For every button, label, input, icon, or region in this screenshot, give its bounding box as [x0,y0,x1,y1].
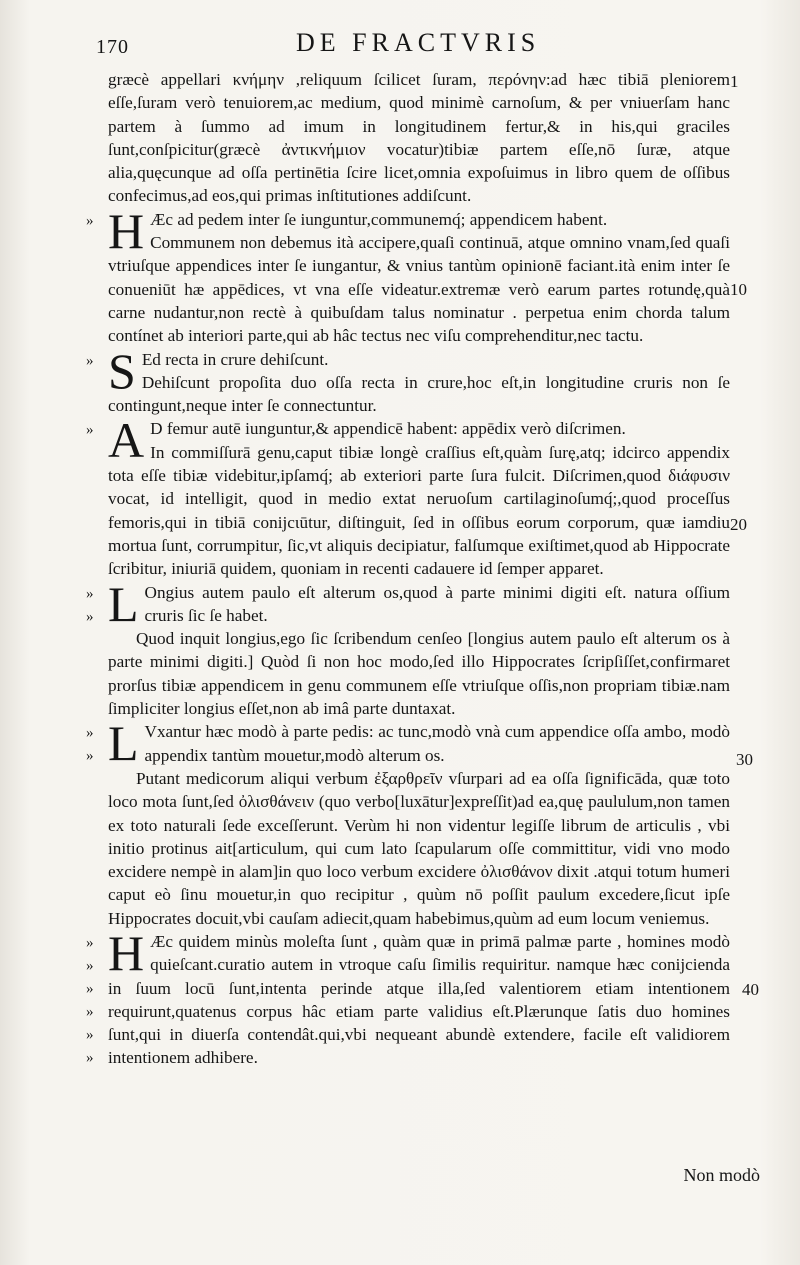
paragraph-1 [108,68,730,208]
drop-capital: L [108,715,139,772]
lemma-text: Ed recta in crure dehiſcunt. [141,349,329,369]
paragraph-text: Dehiſcunt propoſita duo oſſa recta in crure,hoc eſt,in longitudine cruris non ſe contingunt,neque inter ſe connectuntur. [108,372,730,416]
lemma-text: Ongius autem paulo eſt alterum os,quod à parte minimi digiti eſt. natura oſſium cruris ſic ſe habet. [144,582,730,625]
lemma-text: Æc ad pedem inter ſe iunguntur,communemq́; appendicem habent. [150,209,608,229]
paragraph-text: In commiſſurā genu,caput tibiæ longè craſſius eſt,quàm ſurę,atq; idcirco appendix tota eſſe tibiæ videbitur,ipſamq́; ab exteriori parte ſura fulcit. Diſcrimen,quod διάφυσιν vocat, id intelligit, quod in medio extat neruoſum cartilaginoſumq́;,quod proceſſus femoris,qui in tibiā conijcιūtur, diſtinguit, ſed in oſſibus eorum corporum, quæ iamdiu mortua ſunt, corrumpitur, ſic,vt aliquis decipiatur, falſumque exiſtimet,quod ab Hippocrate ſcribitur, iniuriā quidem, quoniam in recenti cadauere id ſemper apparet. [108,442,730,579]
lemma-paragraph-7 [86,715,730,772]
catchword: Non modò [683,1165,760,1185]
quote-marker: » [86,422,94,439]
line-number-40: 40 [742,980,759,999]
quote-marker: » [86,352,94,369]
quote-marker: » [86,748,94,765]
paragraph-text: Communem non debemus ità accipere,quaſi continuā, atque omnino vnam,ſed quaſi vtriuſque appendices inter ſe iungantur, & vnius tantùm opinionē faciant.ità enim inter ſe conueniūt hæ appēdices, vt vna eſſe videatur.extremæ verò earum partes rotundę,quà carne nudantur,non rectè à quibuſdam talus nominatur . perpetua enim chorda talum contínet ab interiori parte,qui ab hâc tectus nec viſu comprehenditur,nec tactu. [108,233,730,346]
drop-capital: A [108,412,145,469]
lemma-paragraph-2 [86,202,730,348]
running-head: DE FRACTVRIS [296,28,541,57]
lemma-text: Vxantur hæc modò à parte pedis: ac tunc,modò vnà cum appendice oſſa ambo, modò appendix tantùm mouetur,modò alterum os. [144,722,730,765]
line-number-30: 30 [736,750,753,769]
quote-marker: » [86,725,94,742]
paragraph-text: Putant medicorum aliqui verbum ἐξαρθρεῖν vſurpari ad ea oſſa ſignificāda, quæ toto loco mota ſunt,ſed ὀλισθάνειν (quo verbo[luxātur]expreſſit)ad ea,quę paululum,non tamen ex toto naturali ſede exceſſerunt. Verùm hi non videntur legiſſe librum de articulis , vbi initio protinus ait[articulum, qui cum lato ſcapularum oſſe committitur, vidi vno modo excidere nempè in alam]in quo loco verbum excidere ὀλισθάνον dixit .atqui totum humeri caput eò ſinu mouetur,in quo recipitur , quùm nō poſſit paulum excedere,ſicut ipſe Hippocrates docuit,vbi cauſam adiecit,quam habebimus,quùm ad eum locum veniemus. [108,768,730,928]
drop-capital: L [108,575,139,632]
quote-marker: » [86,212,94,229]
line-number-20: 20 [730,515,747,534]
line-number-10: 10 [730,280,747,299]
paragraph-text: Quod inquit longius,ego ſic ſcribendum cenſeo [longius autem paulo eſt alterum os à parte minimi digiti.] Quòd ſi non hoc modo,ſed illo Hippocrates ſcripſiſſet,confirmaret prorſus tibiæ appendicem in genu communem eſſe vtriuſque oſſis,non propriam tibiæ.nam ſimpliciter longius eſſet,non ab imâ parte duntaxat. [108,629,730,719]
paragraph-6 [108,627,730,720]
lemma-paragraph-4 [86,412,730,580]
paragraph-8 [108,767,730,930]
drop-capital: H [108,202,145,259]
page-number: 170 [96,36,129,58]
lemma-paragraph-5 [86,575,730,632]
quote-marker: » [86,980,94,997]
lemma-text: D femur autē iunguntur,& appendicē habent: appēdix verò diſcrimen. [150,419,626,439]
page-header [96,28,736,60]
quote-marker: » [86,934,94,951]
paragraph-text: græcè appellari κνήμην ,reliquum ſcilicet ſuram, περόνην:ad hæc tibiā pleniorem eſſe,ſuram verò tenuiorem,ac medium, quod minimè carnoſum, & per vniuerſam hanc partem à ſummo ad imum in longitudinem fertur,& in his,qui graciles ſunt,conſpicitur(græcè ἀντικνήμιον vocatur)tibiæ partem eſſe,nō ſuræ, atque alia,quęcunque ad oſſa pertinētia ſcire licet,omnia expoſuimus in libro quem de oſſibus confecimus,ad eos,qui primas inſtitutiones addiſcunt. [108,70,730,206]
quote-marker: » [86,1026,94,1043]
quote-marker: » [86,957,94,974]
quote-marker: » [86,608,94,625]
drop-capital: H [108,924,145,981]
lemma-paragraph-9 [86,924,730,1070]
lemma-text: Æc quidem minùs moleſta ſunt , quàm quæ in primā palmæ parte , homines modò quieſcant.curatio autem in vtroque caſu ſimilis requiritur. namque hæc conijcienda in ſuum locū ſunt,intenta perinde atque illa,ſed valentiorem etiam intentionem requirunt,quatenus corpus hâc etiam parte validius eſt.Plærunque ſatis duo homines ſunt,qui in diuerſa contendât.qui,vbi nequeant abundè extendere, facile eſt validiorem intentionem adhibere. [108,931,730,1068]
quote-marker: » [86,585,94,602]
quote-marker: » [86,1003,94,1020]
drop-capital: S [108,342,136,399]
line-number-1: 1 [730,72,739,91]
main-text [86,68,730,1070]
lemma-paragraph-3 [86,342,730,418]
quote-marker: » [86,1049,94,1066]
